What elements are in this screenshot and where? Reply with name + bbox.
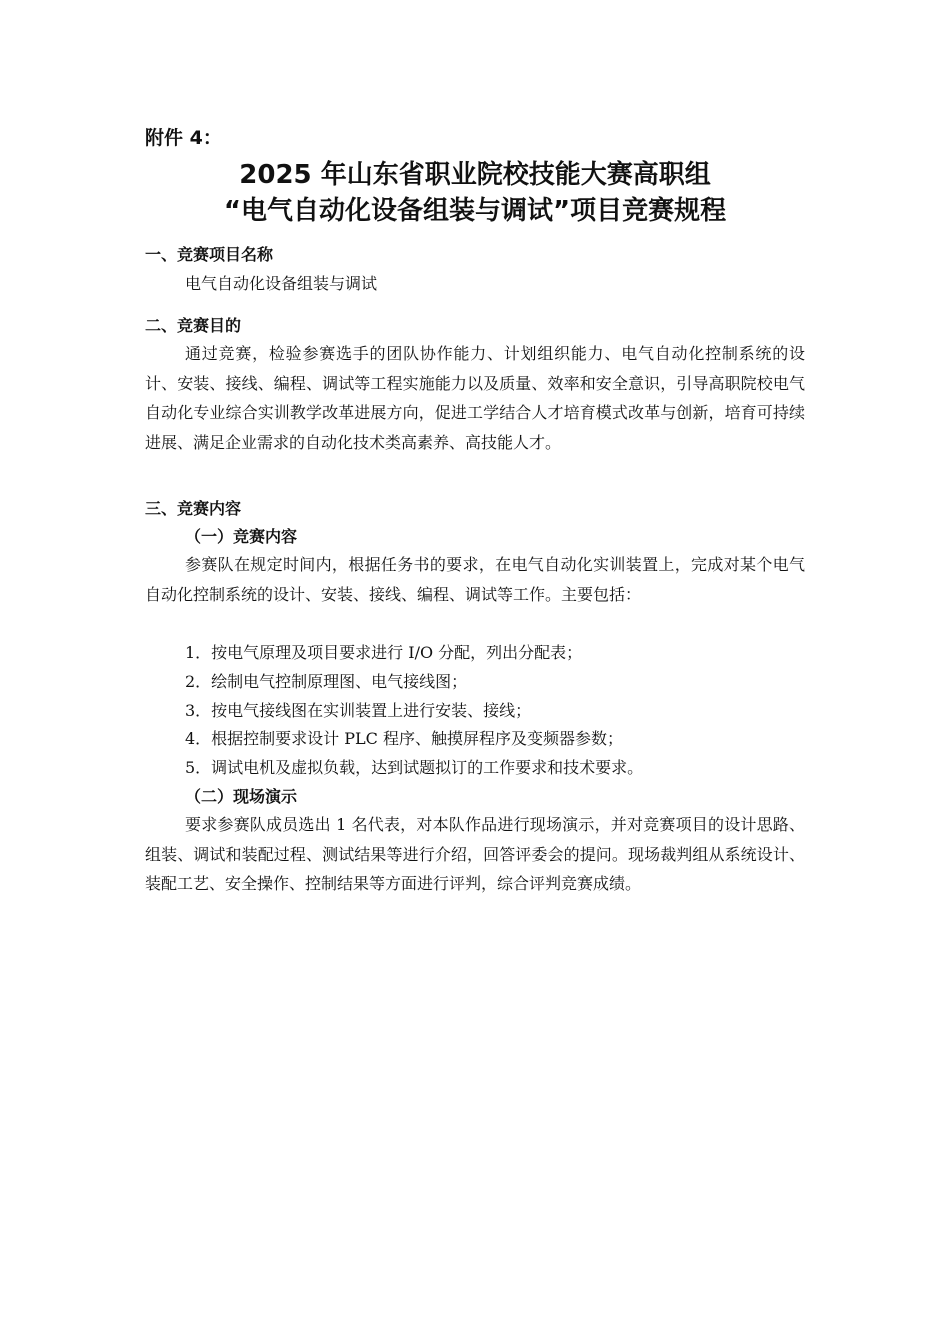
section-3-sub-1-paragraph: 参赛队在规定时间内，根据任务书的要求，在电气自动化实训装置上，完成对某个电气自动化控制系统的设计、安装、接线、编程、调试等工作。主要包括： xyxy=(145,555,805,604)
section-1-heading: 一、竞赛项目名称 xyxy=(145,245,274,264)
section-3-sub-1-heading: （一）竞赛内容 xyxy=(185,527,298,546)
document-title-line-2: “电气自动化设备组装与调试”项目竞赛规程 xyxy=(223,196,727,226)
section-2-paragraph: 通过竞赛，检验参赛选手的团队协作能力、计划组织能力、电气自动化控制系统的设计、安装、接线、编程、调试等工程实施能力以及质量、效率和安全意识，引导高职院校电气自动化专业综合实训教学改革进展方向，促进工学结合人才培育模式改革与创新，培育可持续进展、满足企业需求的自动化技术类高素养、高技能人才。 xyxy=(145,344,805,452)
section-3-sub-2-paragraph: 要求参赛队成员选出 1 名代表，对本队作品进行现场演示，并对竞赛项目的设计思路、组装、调试和装配过程、测试结果等进行介绍，回答评委会的提问。现场裁判组从系统设计、装配工艺、安全操作、控制结果等方面进行评判，综合评判竞赛成绩。 xyxy=(145,815,805,893)
attachment-label: 附件 4： xyxy=(145,127,222,149)
list-item: 5．调试电机及虚拟负载，达到试题拟订的工作要求和技术要求。 xyxy=(185,758,644,777)
section-2-heading: 二、竞赛目的 xyxy=(145,316,242,335)
list-item: 3．按电气接线图在实训装置上进行安装、接线； xyxy=(185,701,532,720)
list-item: 1．按电气原理及项目要求进行 I/O 分配，列出分配表； xyxy=(185,643,583,662)
list-item: 2．绘制电气控制原理图、电气接线图； xyxy=(185,672,468,691)
section-3-sub-2-heading: （二）现场演示 xyxy=(185,787,298,806)
list-item: 4．根据控制要求设计 PLC 程序、触摸屏程序及变频器参数； xyxy=(185,729,623,748)
document-title-line-1: 2025 年山东省职业院校技能大赛高职组 xyxy=(239,160,711,190)
section-1-content: 电气自动化设备组装与调试 xyxy=(185,274,378,293)
section-3-heading: 三、竞赛内容 xyxy=(145,499,242,518)
